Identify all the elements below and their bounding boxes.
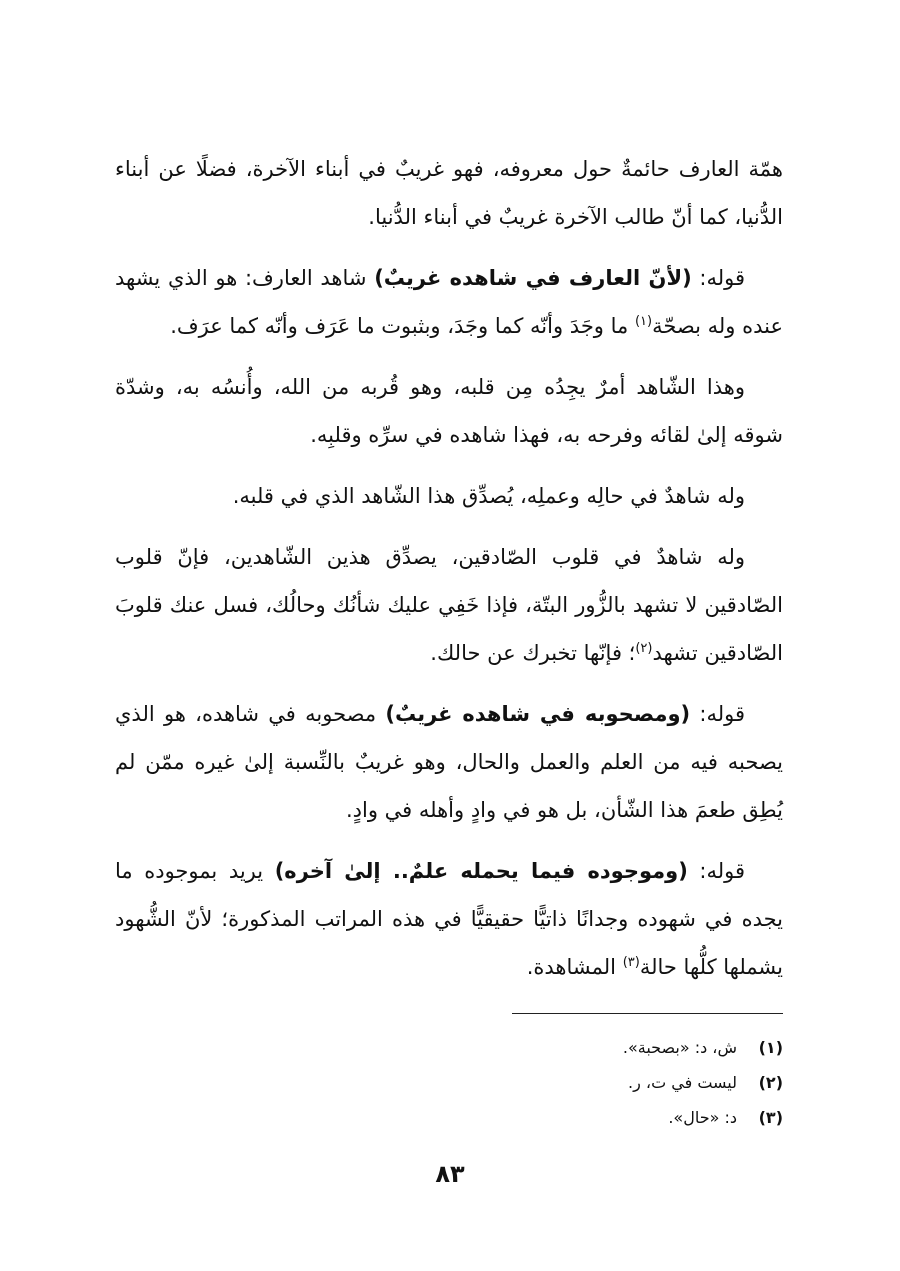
footnote-separator (512, 1013, 783, 1014)
paragraph-2-quote: (لأنّ العارف في شاهده غريبٌ) (374, 266, 692, 290)
footnote-1 (115, 1030, 783, 1065)
footnote-2 (115, 1065, 783, 1100)
paragraph-6-quote: (ومصحوبه في شاهده غريبٌ) (385, 702, 691, 726)
paragraph-7-text-a: يريد بموجوده ما يجده في شهوده وجدانًا ذاتيًّا حقيقيًّا في هذه المراتب المذكورة؛ لأنّ الشُّهود يشملها كلُّها حالة (115, 859, 783, 979)
footnote-ref-2: (٢) (635, 641, 653, 656)
paragraph-5-text-a: وله شاهدٌ في قلوب الصّادقين، يصدِّق هذين الشّاهدين، فإنّ قلوب الصّادقين لا تشهد بالزُّور البتّة، فإذا خَفِي عليك شأنُك وحالُك، فسل عنك قلوبَ الصّادقين تشهد (115, 545, 783, 665)
footnote-text: د: «حال». (668, 1108, 737, 1127)
footnote-ref-3: (٣) (622, 955, 640, 970)
paragraph-4: وله شاهدٌ في حالِه وعملِه، يُصدِّق هذا الشّاهد الذي في قلبه. (232, 484, 745, 508)
footnote-text: ش، د: «بصحبة». (622, 1038, 737, 1057)
footnotes (115, 1030, 783, 1135)
main-text (115, 145, 783, 1004)
footnote-3 (115, 1100, 783, 1135)
paragraph-7-text-b: المشاهدة. (526, 955, 623, 979)
footnote-ref-1: (١) (634, 314, 653, 329)
paragraph-5 (115, 533, 783, 677)
paragraph-7-lead: قوله: (687, 859, 746, 883)
paragraph-1: همّة العارف حائمةٌ حول معروفه، فهو غريبٌ في أبناء الآخرة، فضلًا عن أبناء الدُّنيا، كما أنّ طالب الآخرة غريبٌ في أبناء الدُّنيا. (115, 157, 783, 229)
paragraph-3: وهذا الشّاهد أمرٌ يجِدُه مِن قلبه، وهو قُربه من الله، وأُنسُه به، وشدّة شوقه إلىٰ لقائه وفرحه به، فهذا شاهده في سرِّه وقلبِه. (115, 375, 783, 447)
paragraph-2-text-b: ما وجَدَ وأنّه كما وجَدَ، وبثبوت ما عَرَف وأنّه كما عرَف. (170, 314, 635, 338)
paragraph-7 (115, 847, 783, 991)
footnote-text: ليست في ت، ر. (628, 1073, 737, 1092)
footnote-number: (١) (758, 1038, 783, 1057)
paragraph-7-quote: (وموجوده فيما يحمله علمٌ.. إلىٰ آخره) (274, 859, 688, 883)
paragraph-2-text-a: شاهد العارف: هو الذي يشهد عنده وله بصحّة (115, 266, 783, 338)
footnote-number: (٢) (758, 1073, 783, 1092)
paragraph-6-lead: قوله: (690, 702, 746, 726)
page-number: ٨٣ (435, 1160, 465, 1188)
paragraph-5-text-b: ؛ فإنّها تخبرك عن حالك. (430, 641, 636, 665)
paragraph-2 (115, 254, 783, 350)
paragraph-6-text: مصحوبه في شاهده، هو الذي يصحبه فيه من العلم والعمل والحال، وهو غريبٌ بالنِّسبة إلىٰ غيره ممّن لم يُطِق طعمَ هذا الشّأن، بل هو في وادٍ وأهله في وادٍ. (115, 702, 783, 822)
footnote-number: (٣) (758, 1108, 783, 1127)
paragraph-6 (115, 690, 783, 834)
paragraph-2-lead: قوله: (691, 266, 746, 290)
